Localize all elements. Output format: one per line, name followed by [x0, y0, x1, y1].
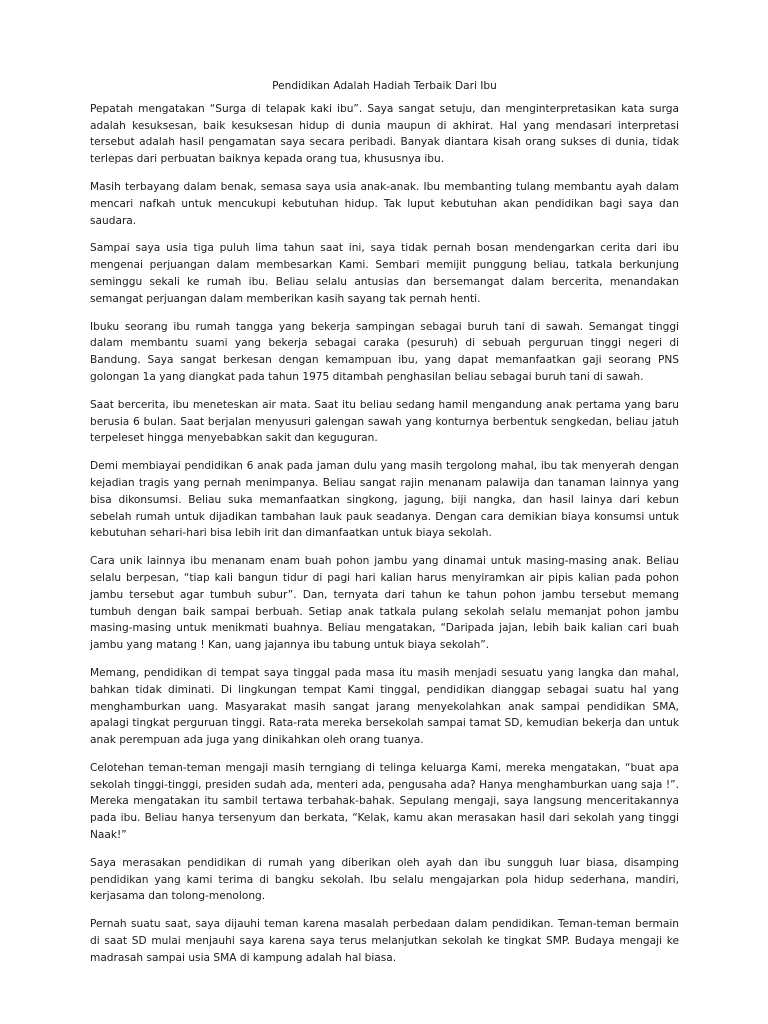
- paragraph: Ibuku seorang ibu rumah tangga yang bekerja sampingan sebagai buruh tani di sawah. Semangat tinggi dalam membantu suami yang bekerja sebagai caraka (pesuruh) di sebuah perguruan tinggi negeri di Bandung. Saya sangat berkesan dengan kemampuan ibu, yang dapat memanfaatkan gaji seorang PNS golongan 1a yang diangkat pada tahun 1975 ditambah penghasilan beliau sebagai buruh tani di sawah.: [90, 320, 679, 383]
- paragraph: Memang, pendidikan di tempat saya tinggal pada masa itu masih menjadi sesuatu yang langka dan mahal, bahkan tidak diminati. Di lingkungan tempat Kami tinggal, pendidikan dianggap sebagai suatu hal yang menghamburkan uang. Masyarakat masih sangat jarang menyekolahkan anak sampai pendidikan SMA, apalagi tingkat perguruan tinggi. Rata-rata mereka bersekolah sampai tamat SD, kemudian bekerja dan untuk anak perempuan ada juga yang dinikahkan oleh orang tuanya.: [90, 666, 679, 747]
- paragraph: Pernah suatu saat, saya dijauhi teman karena masalah perbedaan dalam pendidikan. Teman-teman bermain di saat SD mulai menjauhi saya karena saya terus melanjutkan sekolah ke tingkat SMP. Budaya mengaji ke madrasah sampai usia SMA di kampung adalah hal biasa.: [90, 918, 679, 964]
- paragraph: Demi membiayai pendidikan 6 anak pada jaman dulu yang masih tergolong mahal, ibu tak menyerah dengan kejadian tragis yang pernah menimpanya. Beliau sangat rajin menanam palawija dan tanaman lainnya yang bisa dikonsumsi. Beliau suka memanfaatkan singkong, jagung, biji nangka, dan hasil lainya dari kebun sebelah rumah untuk dijadikan tambahan lauk pauk seadanya. Dengan cara demikian biaya konsumsi untuk kebutuhan sehari-hari bisa lebih irit dan dimanfaatkan untuk biaya sekolah.: [90, 460, 679, 540]
- document-body: [90, 78, 679, 978]
- document-title: Pendidikan Adalah Hadiah Terbaik Dari Ibu: [272, 80, 497, 92]
- paragraph: Sampai saya usia tiga puluh lima tahun saat ini, saya tidak pernah bosan mendengarkan cerita dari ibu mengenai perjuangan dalam membesarkan Kami. Sembari memijit punggung beliau, tatkala berkunjung seminggu sekali ke rumah ibu. Beliau selalu antusias dan bersemangat dalam bercerita, menandakan semangat perjuangan dalam memberikan kasih sayang tak pernah henti.: [90, 242, 679, 305]
- paragraph: Saya merasakan pendidikan di rumah yang diberikan oleh ayah dan ibu sungguh luar biasa, disamping pendidikan yang kami terima di bangku sekolah. Ibu selalu mengajarkan pola hidup sederhana, mandiri, kerjasama dan tolong-menolong.: [90, 856, 679, 903]
- paragraph: Saat bercerita, ibu meneteskan air mata. Saat itu beliau sedang hamil mengandung anak pertama yang baru berusia 6 bulan. Saat berjalan menyusuri galengan sawah yang konturnya berbentuk sengkedan, beliau jatuh terpeleset hingga menyebabkan sakit dan keguguran.: [90, 398, 679, 445]
- paragraph: Masih terbayang dalam benak, semasa saya usia anak-anak. Ibu membanting tulang membantu ayah dalam mencari nafkah untuk mencukupi kebutuhan hidup. Tak luput kebutuhan akan pendidikan bagi saya dan saudara.: [90, 180, 679, 227]
- paragraph: Cara unik lainnya ibu menanam enam buah pohon jambu yang dinamai untuk masing-masing anak. Beliau selalu berpesan, “tiap kali bangun tidur di pagi hari kalian harus menyiramkan air pipis kalian pada pohon jambu tersebut agar tumbuh subur”. Dan, ternyata dari tahun ke tahun pohon jambu tersebut memang tumbuh dengan baik sampai berbuah. Setiap anak tatkala pulang sekolah selalu memanjat pohon jambu masing-masing untuk menikmati buahnya. Beliau mengatakan, “Daripada jajan, lebih baik kalian cari buah jambu yang matang ! Kan, uang jajannya ibu tabung untuk biaya sekolah”.: [90, 555, 679, 652]
- paragraph: Celotehan teman-teman mengaji masih terngiang di telinga keluarga Kami, mereka mengatakan, “buat apa sekolah tinggi-tinggi, presiden sudah ada, menteri ada, pengusaha ada? Hanya menghamburkan uang saja !”. Mereka mengatakan itu sambil tertawa terbahak-bahak. Sepulang mengaji, saya langsung menceritakannya pada ibu. Beliau hanya tersenyum dan berkata, “Kelak, kamu akan merasakan hasil dari sekolah yang tinggi Naak!”: [90, 761, 679, 842]
- paragraph: Pepatah mengatakan “Surga di telapak kaki ibu”. Saya sangat setuju, dan menginterpretasikan kata surga adalah kesuksesan, baik kesuksesan hidup di dunia maupun di akhirat. Hal yang mendasari interpretasi tersebut adalah hasil pengamatan saya secara peribadi. Banyak diantara kisah orang sukses di dunia, tidak terlepas dari perbuatan baiknya kepada orang tua, khususnya ibu.: [90, 102, 679, 166]
